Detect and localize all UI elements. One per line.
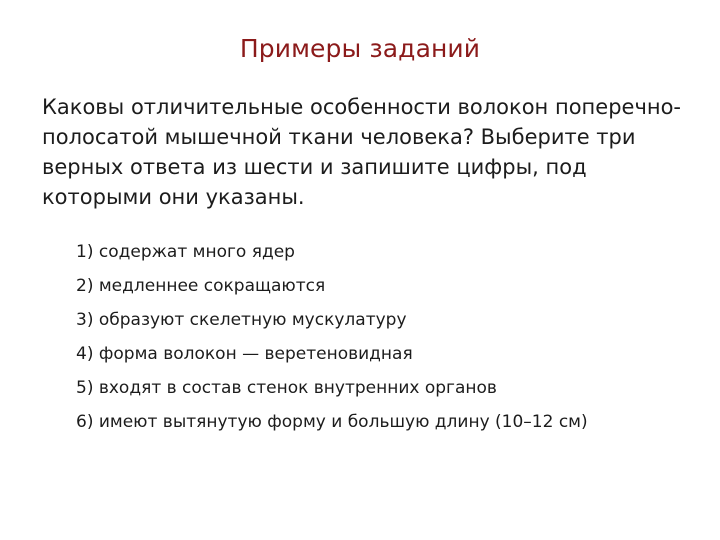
answer-option-1: 1) содержат много ядер — [76, 242, 295, 262]
answer-option-2: 2) медленнее сокращаются — [76, 276, 326, 296]
question-text: Каковы отличительные особенности волокон поперечно-полосатой мышечной ткани человека? Выберите три верных ответа из шести и запишите цифры, под которыми они указаны. — [42, 95, 682, 209]
slide-title: Примеры заданий — [239, 34, 481, 63]
answer-option-4: 4) форма волокон — веретеновидная — [76, 344, 413, 364]
answer-option-5: 5) входят в состав стенок внутренних органов — [76, 378, 497, 398]
answer-option-3: 3) образуют скелетную мускулатуру — [76, 310, 407, 330]
answer-list — [76, 240, 686, 444]
answer-option-6: 6) имеют вытянутую форму и большую длину (10–12 см) — [76, 412, 588, 432]
